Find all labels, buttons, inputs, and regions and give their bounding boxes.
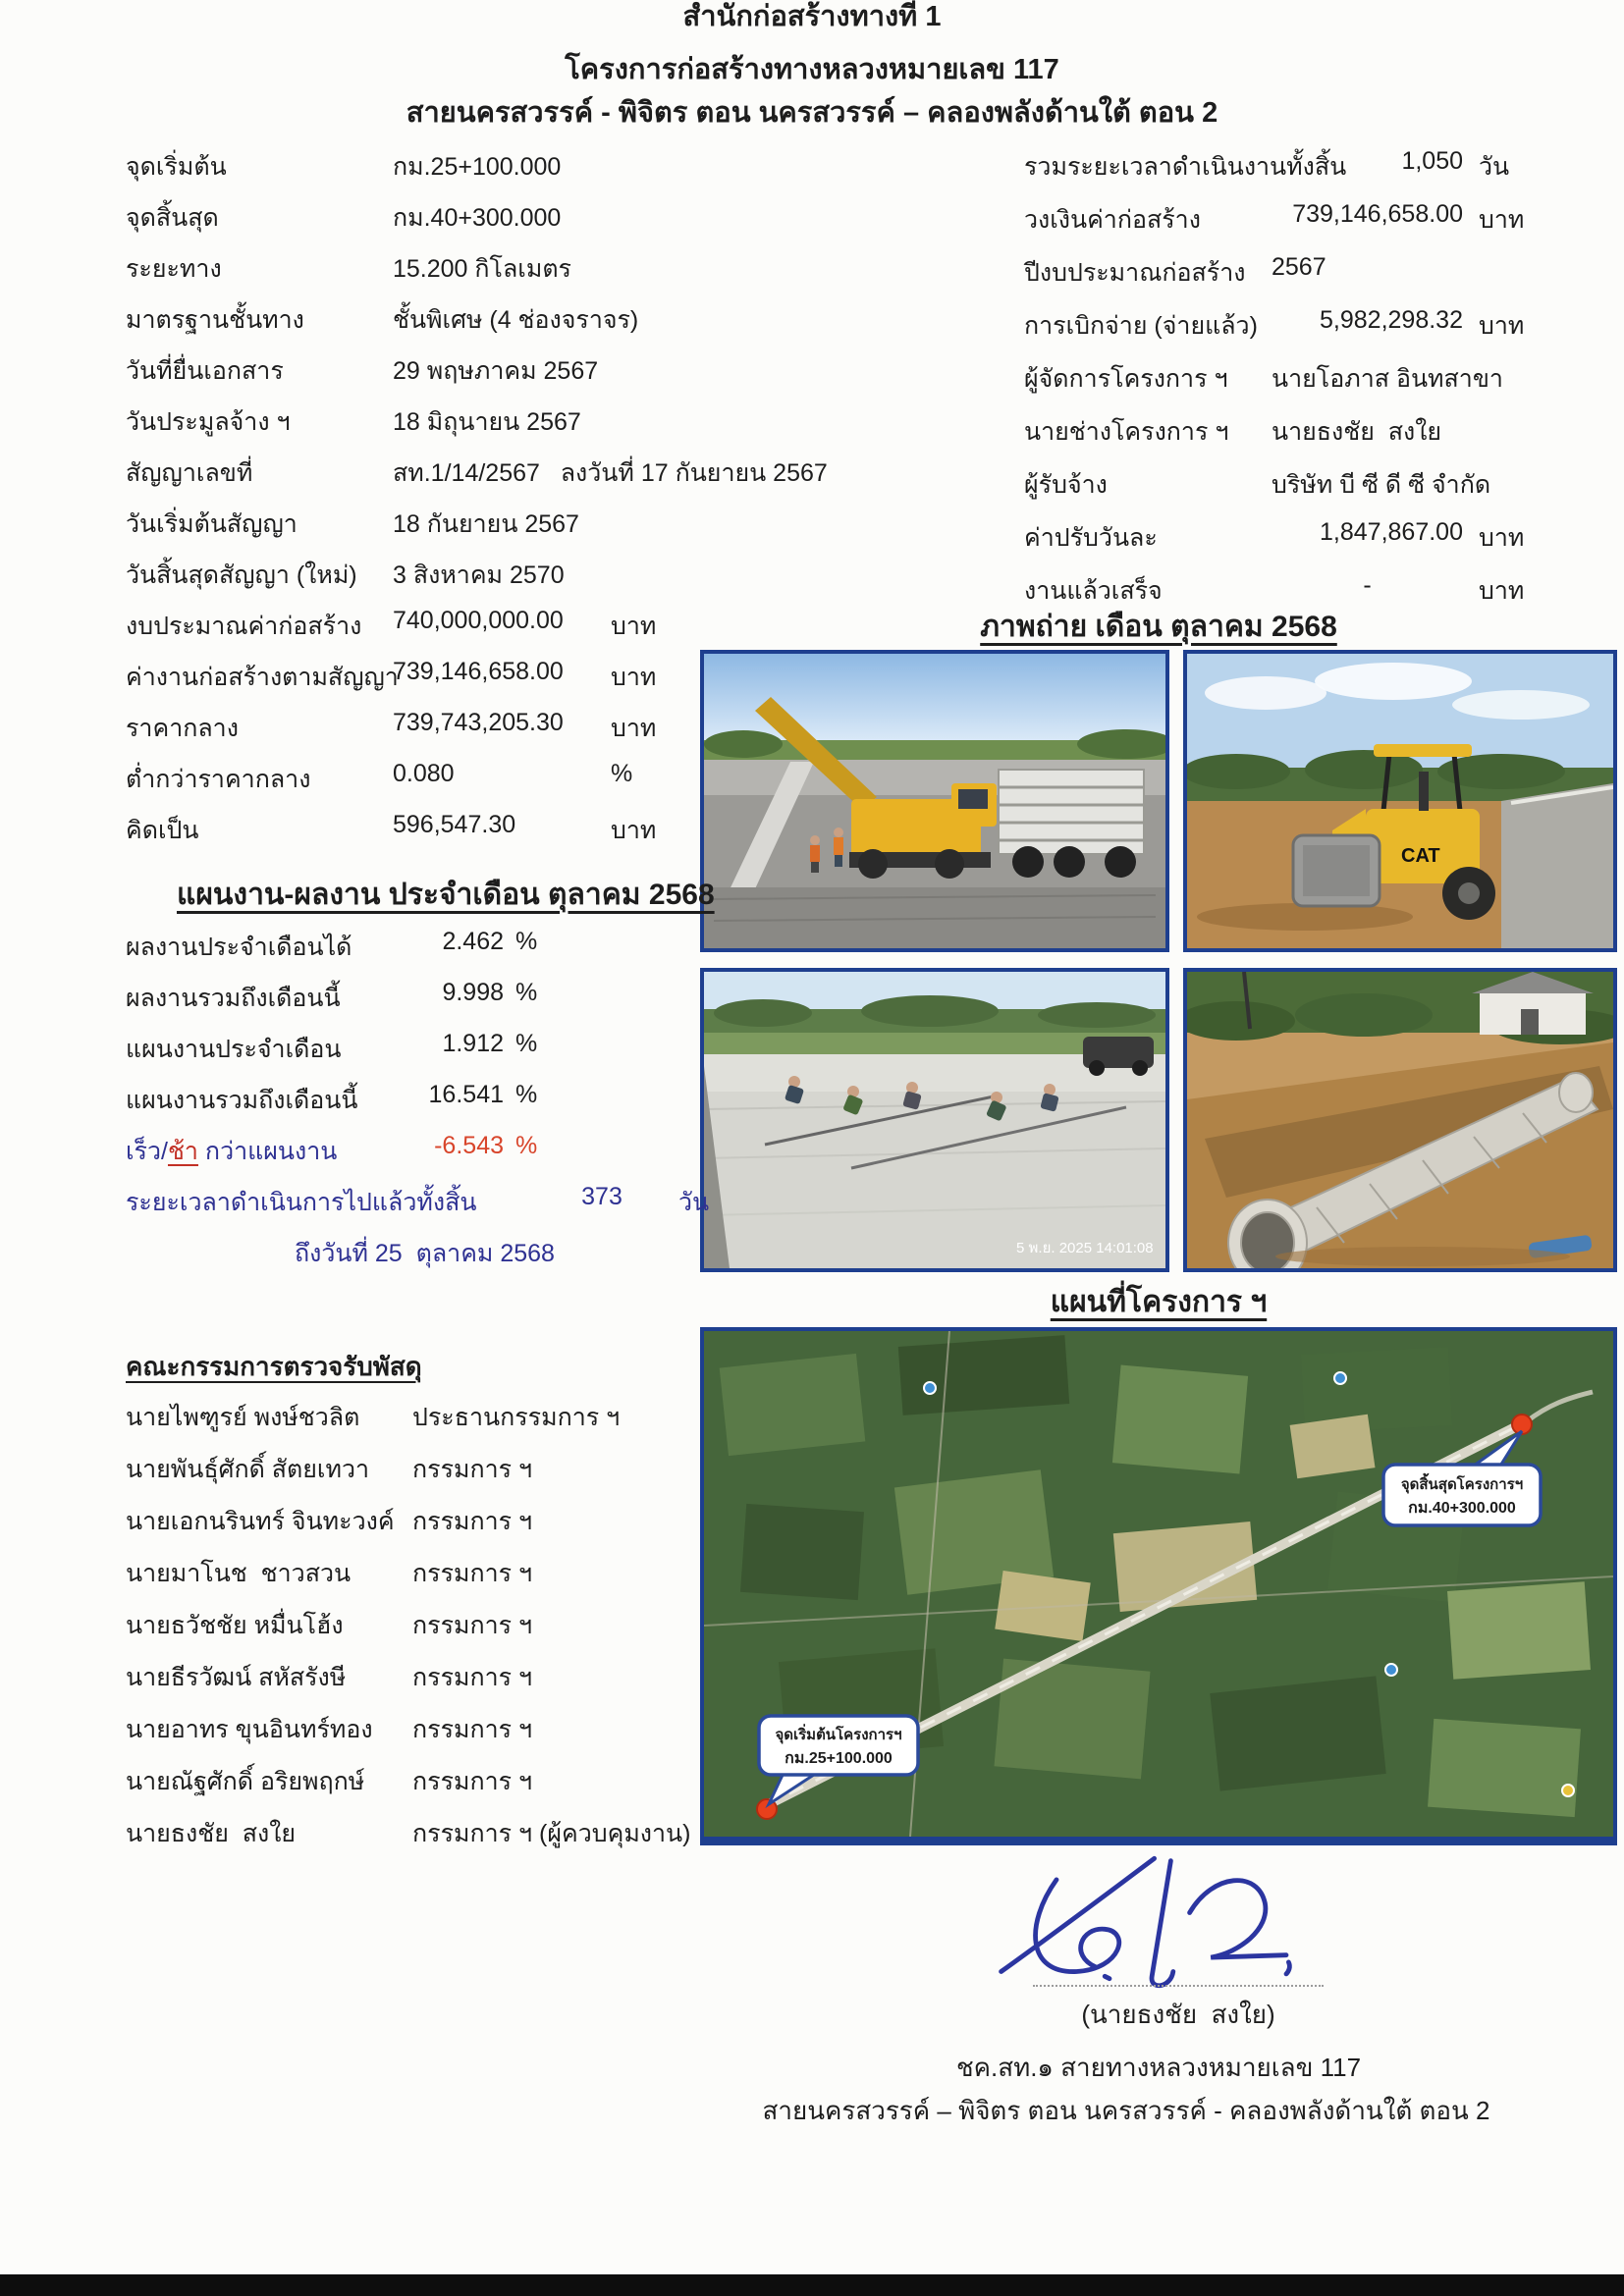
- photo-concrete-paving: [700, 968, 1169, 1272]
- progress-row: [126, 1030, 709, 1081]
- info-label: งบประมาณค่าก่อสร้าง: [126, 613, 362, 640]
- info-label: ต่ำกว่าราคากลาง: [126, 766, 311, 793]
- info-unit: บาท: [611, 715, 657, 742]
- map-poi-pin: [1385, 1664, 1397, 1676]
- progress-unit: %: [515, 979, 538, 1006]
- info-unit: วัน: [1479, 153, 1510, 181]
- map-poi-pin: [1334, 1372, 1346, 1384]
- footer-org: ชค.สท.๑ สายทางหลวงหมายเลข 117: [955, 2053, 1362, 2082]
- map-section-header: แผนที่โครงการ ฯ: [1050, 1286, 1268, 1318]
- member-name: นายธวัชชัย หมื่นโฮ้ง: [126, 1612, 344, 1639]
- progress-value: 16.541: [428, 1081, 504, 1108]
- progress-label: ผลงานประจำเดือนได้: [126, 934, 352, 961]
- info-row: [1024, 253, 1524, 306]
- info-value: สท.1/14/2567 ลงวันที่ 17 กันยายน 2567: [393, 459, 828, 487]
- info-row: [126, 198, 699, 249]
- member-role: กรรมการ ฯ: [412, 1768, 533, 1795]
- map-svg: [704, 1331, 1613, 1837]
- photo-roller-image: [1187, 654, 1613, 948]
- info-row: [126, 658, 699, 709]
- info-label: ค่างานก่อสร้างตามสัญญา: [126, 664, 399, 691]
- info-row: [126, 556, 699, 607]
- photo-timestamp: 5 พ.ย. 2025 14:01:08: [1016, 1240, 1154, 1256]
- map-poi-pin: [924, 1382, 936, 1394]
- progress-value: 2.462: [442, 928, 504, 955]
- photo-milling-machine: [700, 650, 1169, 952]
- info-value: 3 สิงหาคม 2570: [393, 561, 565, 589]
- info-row: [126, 505, 699, 556]
- signer-name: (นายธงชัย สงใย): [1081, 2000, 1275, 2029]
- info-unit: บาท: [611, 817, 657, 844]
- info-value: นายโอภาส อินทสาขา: [1272, 365, 1503, 393]
- info-row: [126, 249, 699, 300]
- start-callout-title: จุดเริ่มต้นโครงการฯ: [775, 1727, 902, 1743]
- progress-elapsed-row: [126, 1183, 709, 1234]
- signature-line: [1033, 1985, 1324, 1987]
- elapsed-value: 373: [581, 1183, 623, 1210]
- progress-unit: %: [515, 1081, 538, 1108]
- committee-header: คณะกรรมการตรวจรับพัสดุ: [126, 1352, 422, 1381]
- slow-text: ช้า: [167, 1138, 198, 1165]
- info-value: -: [1363, 571, 1372, 599]
- info-row: [126, 607, 699, 658]
- progress-unit: %: [515, 928, 538, 955]
- svg-text:CAT: CAT: [1401, 845, 1440, 867]
- progress-label: ผลงานรวมถึงเดือนนี้: [126, 985, 341, 1012]
- separator-text: /: [161, 1138, 168, 1165]
- member-name: นายณัฐศักดิ์ อริยพฤกษ์: [126, 1768, 365, 1795]
- info-label: นายช่างโครงการ ฯ: [1024, 418, 1229, 446]
- info-value: 596,547.30: [393, 811, 516, 838]
- info-row: [126, 811, 699, 862]
- member-name: นายพันธุ์ศักดิ์ สัตยเทวา: [126, 1456, 370, 1483]
- info-row: [126, 300, 699, 351]
- fast-text: เร็ว: [126, 1138, 162, 1165]
- scan-edge-bar: [0, 2274, 1624, 2296]
- member-name: นายธงชัย สงใย: [126, 1820, 297, 1847]
- info-value: บริษัท บี ซี ดี ซี จำกัด: [1272, 471, 1491, 499]
- info-label: การเบิกจ่าย (จ่ายแล้ว): [1024, 312, 1258, 340]
- progress-label: แผนงานรวมถึงเดือนนี้: [126, 1087, 358, 1114]
- photo-roller-compactor: [1183, 650, 1617, 952]
- info-label: ราคากลาง: [126, 715, 239, 742]
- fast-slow-label: [126, 1132, 406, 1171]
- info-value: 739,146,658.00: [393, 658, 564, 685]
- footer-route: สายนครสวรรค์ – พิจิตร ตอน นครสวรรค์ - คลองพลังด้านใต้ ตอน 2: [762, 2096, 1490, 2125]
- member-name: นายเอกนรินทร์ จินทะวงค์: [126, 1508, 395, 1535]
- committee-row: [126, 1606, 690, 1658]
- progress-row-fast-slow: [126, 1132, 709, 1183]
- info-row: [1024, 518, 1524, 571]
- photo-pipe-culverts: [1183, 968, 1617, 1272]
- info-label: จุดเริ่มต้น: [126, 153, 227, 181]
- member-role: ประธานกรรมการ ฯ: [412, 1404, 621, 1431]
- info-unit: บาท: [611, 613, 657, 640]
- info-row: [126, 147, 699, 198]
- info-row: [126, 454, 828, 505]
- member-role: กรรมการ ฯ: [412, 1560, 533, 1587]
- info-unit: บาท: [611, 664, 657, 691]
- member-name: นายอาทร ขุนอินทร์ทอง: [126, 1716, 373, 1743]
- info-value: 739,743,205.30: [393, 709, 564, 736]
- info-label: วันสิ้นสุดสัญญา (ใหม่): [126, 561, 357, 589]
- info-label: วงเงินค่าก่อสร้าง: [1024, 206, 1201, 234]
- signature-image: [992, 1853, 1345, 1996]
- info-row: [126, 351, 699, 402]
- progress-section-header: แผนงาน-ผลงาน ประจำเดือน ตุลาคม 2568: [177, 879, 715, 911]
- project-map-image: [700, 1327, 1617, 1845]
- committee-row: [126, 1710, 690, 1762]
- committee-list: [126, 1398, 690, 1866]
- committee-row: [126, 1554, 690, 1606]
- progress-label: แผนงานประจำเดือน: [126, 1036, 342, 1063]
- project-info-right: [1024, 147, 1524, 624]
- elapsed-unit: วัน: [678, 1189, 710, 1216]
- member-name: นายธีรวัฒน์ สหัสรังษี: [126, 1664, 347, 1691]
- progress-row: [126, 928, 709, 979]
- info-value: 740,000,000.00: [393, 607, 564, 634]
- info-unit: บาท: [1479, 524, 1525, 552]
- info-value: 18 มิถุนายน 2567: [393, 408, 581, 436]
- info-value: 1,847,867.00: [1320, 518, 1463, 546]
- info-row: [1024, 412, 1524, 465]
- info-row: [1024, 465, 1524, 518]
- fast-slow-unit: %: [515, 1132, 538, 1159]
- info-row: [126, 760, 699, 811]
- member-role: กรรมการ ฯ: [412, 1664, 533, 1691]
- photo-milling-machine-image: [704, 654, 1165, 948]
- photo-pipes-image: [1187, 972, 1613, 1268]
- info-label: ระยะทาง: [126, 255, 222, 283]
- than-plan-text: กว่าแผนงาน: [197, 1138, 338, 1165]
- info-unit: บาท: [1479, 206, 1525, 234]
- info-value: กม.40+300.000: [393, 204, 562, 232]
- project-info-left: [126, 147, 828, 862]
- info-value: 29 พฤษภาคม 2567: [393, 357, 599, 385]
- progress-value: 9.998: [442, 979, 504, 1006]
- photo-concrete-image: [704, 972, 1165, 1268]
- info-label: คิดเป็น: [126, 817, 199, 844]
- info-label: วันที่ยื่นเอกสาร: [126, 357, 284, 385]
- info-label: ผู้จัดการโครงการ ฯ: [1024, 365, 1228, 393]
- org-title: สำนักก่อสร้างทางที่ 1: [682, 1, 942, 32]
- info-value: 1,050: [1401, 147, 1463, 175]
- info-label: ค่าปรับวันละ: [1024, 524, 1158, 552]
- info-label: รวมระยะเวลาดำเนินงานทั้งสิ้น: [1024, 153, 1347, 181]
- end-callout-km: กม.40+300.000: [1408, 1500, 1516, 1517]
- member-role: กรรมการ ฯ: [412, 1456, 533, 1483]
- project-title: โครงการก่อสร้างทางหลวงหมายเลข 117: [565, 54, 1059, 85]
- info-row: [1024, 147, 1524, 200]
- info-value: กม.25+100.000: [393, 153, 562, 181]
- info-value: 2567: [1272, 253, 1326, 281]
- info-row: [1024, 200, 1524, 253]
- member-name: นายไพฑูรย์ พงษ์ชวลิต: [126, 1404, 360, 1431]
- info-row: [126, 402, 699, 454]
- progress-asof-row: [126, 1234, 709, 1285]
- info-label: งานแล้วเสร็จ: [1024, 577, 1163, 605]
- info-unit: บาท: [1479, 577, 1525, 605]
- progress-value: 1.912: [442, 1030, 504, 1057]
- info-row: [126, 709, 699, 760]
- info-label: ปีงบประมาณก่อสร้าง: [1024, 259, 1246, 287]
- as-of-date: ถึงวันที่ 25 ตุลาคม 2568: [295, 1240, 555, 1267]
- end-callout-title: จุดสิ้นสุดโครงการฯ: [1400, 1476, 1524, 1493]
- route-title: สายนครสวรรค์ - พิจิตร ตอน นครสวรรค์ – คลองพลังด้านใต้ ตอน 2: [406, 97, 1218, 129]
- info-label: วันเริ่มต้นสัญญา: [126, 510, 298, 538]
- info-unit: บาท: [1479, 312, 1525, 340]
- member-role: กรรมการ ฯ: [412, 1716, 533, 1743]
- committee-row: [126, 1814, 690, 1866]
- fast-slow-value: -6.543: [434, 1132, 504, 1159]
- info-label: วันประมูลจ้าง ฯ: [126, 408, 291, 436]
- info-row: [1024, 359, 1524, 412]
- progress-row: [126, 979, 709, 1030]
- info-value: 18 กันยายน 2567: [393, 510, 579, 538]
- committee-row: [126, 1762, 690, 1814]
- committee-row: [126, 1450, 690, 1502]
- info-value: 15.200 กิโลเมตร: [393, 255, 571, 283]
- committee-row: [126, 1658, 690, 1710]
- member-role: กรรมการ ฯ: [412, 1612, 533, 1639]
- info-label: มาตรฐานชั้นทาง: [126, 306, 304, 334]
- progress-table: [126, 928, 709, 1285]
- progress-unit: %: [515, 1030, 538, 1057]
- elapsed-label: ระยะเวลาดำเนินการไปแล้วทั้งสิ้น: [126, 1189, 477, 1216]
- info-label: จุดสิ้นสุด: [126, 204, 219, 232]
- progress-row: [126, 1081, 709, 1132]
- info-row: [1024, 306, 1524, 359]
- info-unit: %: [611, 760, 633, 787]
- info-value: 0.080: [393, 760, 455, 787]
- member-role: กรรมการ ฯ: [412, 1508, 533, 1535]
- info-value: 5,982,298.32: [1320, 306, 1463, 334]
- committee-row: [126, 1398, 690, 1450]
- info-value: นายธงชัย สงใย: [1272, 418, 1442, 446]
- signature-svg: [992, 1853, 1345, 1996]
- info-label: ผู้รับจ้าง: [1024, 471, 1108, 499]
- committee-row: [126, 1502, 690, 1554]
- info-label: สัญญาเลขที่: [126, 459, 253, 487]
- start-callout-km: กม.25+100.000: [785, 1750, 893, 1767]
- info-value: 739,146,658.00: [1292, 200, 1463, 228]
- photos-section-header: ภาพถ่าย เดือน ตุลาคม 2568: [980, 611, 1337, 643]
- member-name: นายมาโนช ชาวสวน: [126, 1560, 352, 1587]
- info-value: ชั้นพิเศษ (4 ช่องจราจร): [393, 306, 639, 334]
- member-role: กรรมการ ฯ (ผู้ควบคุมงาน): [412, 1820, 691, 1847]
- map-poi-pin: [1562, 1785, 1574, 1796]
